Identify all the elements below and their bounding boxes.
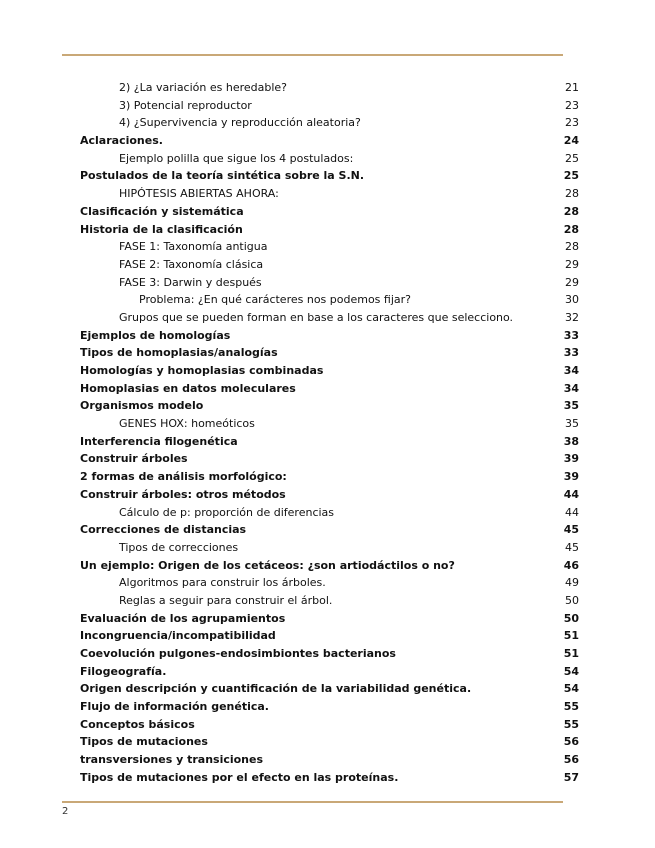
toc-entry-title: Reglas a seguir para construir el árbol. (119, 593, 333, 607)
toc-entry-page: 39 (563, 470, 579, 484)
toc-entry-title: Organismos modelo (80, 399, 204, 413)
toc-entry-page: 55 (563, 700, 579, 714)
toc-entry[interactable] (80, 557, 579, 575)
toc-entry[interactable] (80, 645, 579, 663)
table-of-contents (80, 79, 579, 787)
toc-entry[interactable] (80, 256, 579, 274)
toc-entry-title: FASE 3: Darwin y después (119, 275, 262, 289)
toc-entry-title: Historia de la clasificación (80, 222, 243, 236)
toc-entry-title: Cálculo de p: proporción de diferencias (119, 505, 335, 519)
toc-entry-title: Homologías y homoplasias combinadas (80, 364, 324, 377)
toc-entry[interactable] (80, 344, 579, 362)
toc-entry-page: 23 (565, 116, 579, 130)
toc-entry[interactable] (80, 592, 579, 610)
toc-entry-page: 30 (565, 293, 579, 307)
toc-entry-title: Filogeografía. (80, 664, 167, 678)
toc-entry-title: Tipos de mutaciones por el efecto en las proteínas. (80, 770, 399, 784)
toc-entry-title: FASE 1: Taxonomía antigua (119, 240, 268, 254)
toc-entry[interactable] (80, 433, 579, 451)
toc-entry-page: 51 (563, 647, 579, 660)
toc-entry[interactable] (80, 362, 579, 380)
toc-entry[interactable] (80, 79, 579, 97)
toc-entry[interactable] (80, 415, 579, 433)
toc-entry-title: Evaluación de los agrupamientos (80, 611, 286, 625)
toc-entry-page: 44 (563, 487, 579, 501)
toc-entry-page: 33 (563, 328, 579, 342)
toc-entry-page: 51 (563, 629, 579, 643)
toc-entry-title: Aclaraciones. (80, 134, 163, 148)
toc-entry-title: Tipos de homoplasias/analogías (80, 346, 278, 360)
toc-entry-title: 2 formas de análisis morfológico: (80, 470, 287, 484)
toc-entry-page: 50 (563, 611, 579, 625)
toc-entry-page: 44 (565, 505, 579, 519)
toc-entry-page: 28 (563, 222, 579, 236)
toc-entry[interactable] (80, 769, 579, 787)
toc-entry-title: Origen descripción y cuantificación de la variabilidad genética. (80, 682, 472, 696)
toc-entry[interactable] (80, 716, 579, 734)
toc-entry-title: 3) Potencial reproductor (119, 98, 252, 112)
toc-entry-page: 39 (563, 452, 579, 466)
toc-entry-page: 54 (563, 664, 579, 678)
toc-entry-title: transversiones y transiciones (80, 753, 264, 767)
page-number: 2 (62, 806, 69, 817)
toc-entry-title: Interferencia filogenética (80, 434, 238, 448)
toc-entry-page: 35 (565, 417, 579, 431)
toc-entry-page: 23 (565, 98, 579, 112)
toc-entry[interactable] (80, 203, 579, 221)
toc-entry[interactable] (80, 185, 579, 203)
toc-entry-title: Flujo de información genética. (80, 700, 269, 714)
toc-entry[interactable] (80, 167, 579, 185)
toc-entry[interactable] (80, 627, 579, 645)
toc-entry-page: 28 (565, 187, 579, 201)
toc-entry[interactable] (80, 468, 579, 486)
toc-entry-page: 25 (563, 169, 579, 183)
toc-entry[interactable] (80, 397, 579, 415)
toc-entry[interactable] (80, 150, 579, 168)
toc-entry-page: 49 (565, 576, 579, 590)
toc-entry-page: 45 (565, 540, 579, 554)
toc-entry[interactable] (80, 327, 579, 345)
toc-entry-title: HIPÓTESIS ABIERTAS AHORA: (119, 187, 279, 201)
toc-entry-page: 29 (565, 275, 579, 289)
toc-entry[interactable] (80, 504, 579, 522)
toc-entry-title: 4) ¿Supervivencia y reproducción aleatoria? (119, 116, 361, 130)
toc-entry[interactable] (80, 733, 579, 751)
toc-entry-title: Un ejemplo: Origen de los cetáceos: ¿son artiodáctilos o no? (80, 558, 455, 572)
toc-entry-title: Ejemplos de homologías (80, 328, 231, 342)
toc-entry[interactable] (80, 680, 579, 698)
toc-entry-title: Homoplasias en datos moleculares (80, 381, 296, 395)
toc-entry-page: 56 (563, 735, 579, 749)
toc-entry-title: Postulados de la teoría sintética sobre la S.N. (80, 169, 365, 183)
toc-entry-page: 33 (563, 346, 579, 360)
toc-entry[interactable] (80, 274, 579, 292)
toc-entry-page: 28 (565, 240, 579, 254)
toc-entry-page: 45 (563, 523, 579, 537)
toc-entry-page: 21 (565, 81, 579, 94)
toc-entry-page: 57 (563, 770, 579, 784)
toc-entry[interactable] (80, 114, 579, 132)
toc-entry-title: Correcciones de distancias (80, 523, 247, 537)
toc-entry-title: Tipos de correcciones (119, 540, 239, 554)
toc-entry-page: 50 (565, 593, 579, 607)
footer-rule (62, 801, 563, 803)
toc-entry[interactable] (80, 97, 579, 115)
toc-entry-title: Conceptos básicos (80, 717, 195, 731)
toc-entry-page: 55 (563, 717, 579, 731)
toc-entry[interactable] (80, 450, 579, 468)
toc-entry-page: 25 (565, 151, 579, 165)
toc-entry[interactable] (80, 698, 579, 716)
toc-entry[interactable] (80, 610, 579, 628)
toc-entry-title: Construir árboles (80, 452, 188, 466)
toc-entry-title: Ejemplo polilla que sigue los 4 postulados: (119, 151, 354, 165)
toc-entry-page: 32 (565, 310, 579, 324)
toc-entry[interactable] (80, 291, 579, 309)
toc-entry-page: 46 (563, 558, 579, 572)
toc-entry-page: 34 (563, 364, 579, 377)
toc-entry[interactable] (80, 132, 579, 150)
toc-entry-title: FASE 2: Taxonomía clásica (119, 257, 264, 271)
toc-entry-title: Construir árboles: otros métodos (80, 487, 286, 501)
toc-entry[interactable] (80, 521, 579, 539)
toc-entry-page: 29 (565, 257, 579, 271)
toc-entry-title: Grupos que se pueden forman en base a los caracteres que selecciono. (119, 310, 514, 324)
toc-entry-page: 56 (563, 753, 579, 767)
toc-entry-page: 28 (563, 204, 579, 218)
toc-entry-title: Incongruencia/incompatibilidad (80, 629, 276, 643)
header-rule (62, 54, 563, 56)
toc-entry[interactable] (80, 539, 579, 557)
toc-entry-title: Coevolución pulgones-endosimbiontes bacterianos (80, 647, 396, 660)
toc-entry[interactable] (80, 238, 579, 256)
toc-entry-title: Problema: ¿En qué carácteres nos podemos fijar? (139, 293, 411, 307)
toc-entry-page: 35 (563, 399, 579, 413)
toc-entry-page: 54 (563, 682, 579, 696)
toc-entry[interactable] (80, 380, 579, 398)
toc-entry-page: 24 (563, 134, 579, 148)
toc-entry-title: Tipos de mutaciones (80, 735, 208, 749)
toc-entry[interactable] (80, 486, 579, 504)
toc-entry-page: 34 (563, 381, 579, 395)
toc-entry[interactable] (80, 663, 579, 681)
toc-entry-page: 38 (563, 434, 579, 448)
toc-entry-title: 2) ¿La variación es heredable? (119, 81, 288, 94)
toc-entry[interactable] (80, 751, 579, 769)
toc-entry[interactable] (80, 309, 579, 327)
toc-entry[interactable] (80, 574, 579, 592)
toc-entry[interactable] (80, 221, 579, 239)
toc-entry-title: Algoritmos para construir los árboles. (119, 576, 326, 590)
toc-entry-title: GENES HOX: homeóticos (119, 417, 255, 431)
toc-entry-title: Clasificación y sistemática (80, 204, 244, 218)
